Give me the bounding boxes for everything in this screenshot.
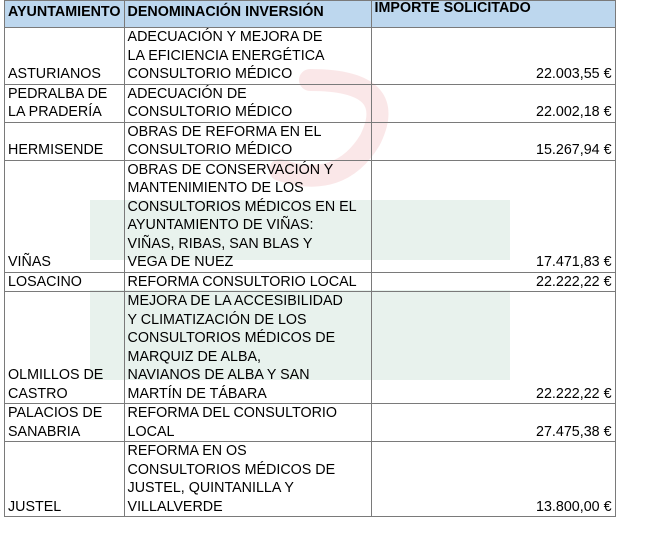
cell-denominacion-line: CONSULTORIO MÉDICO [127,66,293,82]
cell-importe: 22.002,18 € [371,84,615,122]
header-ayuntamiento: AYUNTAMIENTO [5,1,125,28]
cell-denominacion-line: ADECUACIÓN Y MEJORA DE [127,29,323,45]
cell-ayuntamiento-line: LA PRADERÍA [8,104,102,120]
cell-denominacion-line: LOCAL [127,423,175,440]
cell-ayuntamiento-line: PEDRALBA DE [8,85,108,102]
cell-denominacion [124,84,371,122]
cell-denominacion-line: VIÑAS, RIBAS, SAN BLAS Y [127,235,313,252]
cell-denominacion [124,160,371,272]
cell-denominacion [124,404,371,442]
table-row [5,272,616,292]
cell-ayuntamiento [5,160,125,272]
cell-ayuntamiento-line: VIÑAS [8,254,51,270]
cell-denominacion [124,28,371,85]
cell-ayuntamiento-line: HERMISENDE [8,142,104,158]
cell-ayuntamiento [5,292,125,404]
cell-denominacion [124,442,371,517]
header-importe: IMPORTE SOLICITADO [371,1,615,28]
cell-ayuntamiento [5,28,125,85]
cell-denominacion-line: MEJORA DE LA ACCESIBILIDAD [127,293,343,309]
table-row [5,122,616,160]
cell-denominacion-line: CONSULTORIOS MÉDICOS DE [127,330,336,346]
cell-ayuntamiento [5,442,125,517]
cell-ayuntamiento [5,272,125,292]
cell-denominacion-line: REFORMA DEL CONSULTORIO [127,405,338,421]
cell-denominacion-line: REFORMA CONSULTORIO LOCAL [127,273,357,290]
cell-importe: 15.267,94 € [371,122,615,160]
cell-ayuntamiento-line: LOSACINO [8,273,82,290]
cell-denominacion-line: OBRAS DE REFORMA EN EL [127,123,322,140]
table-row [5,292,616,404]
cell-importe: 13.800,00 € [371,442,615,517]
cell-importe: 27.475,38 € [371,404,615,442]
cell-denominacion-line: AYUNTAMIENTO DE VIÑAS: [127,217,314,233]
table-row [5,160,616,272]
cell-denominacion-line: CONSULTORIO MÉDICO [127,142,293,158]
cell-denominacion-line: OBRAS DE CONSERVACIÓN Y [127,161,334,178]
cell-ayuntamiento-line: JUSTEL [8,498,62,515]
table-header-row [5,1,616,28]
cell-denominacion-line: LA EFICIENCIA ENERGÉTICA [127,47,325,64]
cell-denominacion-line: MARTÍN DE TÁBARA [127,385,267,402]
cell-denominacion-line: MANTENIMIENTO DE LOS [127,180,304,196]
cell-denominacion-line: NAVIANOS DE ALBA Y SAN [127,367,310,383]
header-denominacion: DENOMINACIÓN INVERSIÓN [124,1,371,28]
table-row [5,442,616,517]
cell-importe: 22.222,22 € [371,292,615,404]
cell-denominacion-line: MARQUIZ DE ALBA, [127,348,262,365]
cell-denominacion-line: CONSULTORIOS MÉDICOS DE [127,461,336,478]
cell-importe: 17.471,83 € [371,160,615,272]
cell-denominacion-line: VILLALVERDE [127,498,223,515]
cell-denominacion-line: VEGA DE NUEZ [127,254,234,270]
table-row [5,28,616,85]
table-row [5,404,616,442]
cell-denominacion-line: JUSTEL, QUINTANILLA Y [127,480,294,496]
cell-denominacion-line: CONSULTORIOS MÉDICOS EN EL [127,198,357,215]
cell-ayuntamiento [5,84,125,122]
cell-ayuntamiento [5,404,125,442]
cell-ayuntamiento-line: PALACIOS DE [8,405,103,421]
cell-denominacion-line: REFORMA EN OS [127,443,247,459]
cell-denominacion-line: CONSULTORIO MÉDICO [127,104,293,120]
cell-denominacion [124,122,371,160]
cell-denominacion [124,272,371,292]
cell-ayuntamiento-line: SANABRIA [8,423,81,440]
cell-denominacion-line: ADECUACIÓN DE [127,85,247,102]
cell-ayuntamiento [5,122,125,160]
investment-table [4,0,616,517]
table-row [5,84,616,122]
cell-importe: 22.003,55 € [371,28,615,85]
cell-denominacion-line: Y CLIMATIZACIÓN DE LOS [127,311,307,328]
cell-ayuntamiento-line: CASTRO [8,385,68,402]
cell-denominacion [124,292,371,404]
cell-ayuntamiento-line: ASTURIANOS [8,66,101,82]
cell-ayuntamiento-line: OLMILLOS DE [8,367,104,383]
cell-importe: 22.222,22 € [371,272,615,292]
